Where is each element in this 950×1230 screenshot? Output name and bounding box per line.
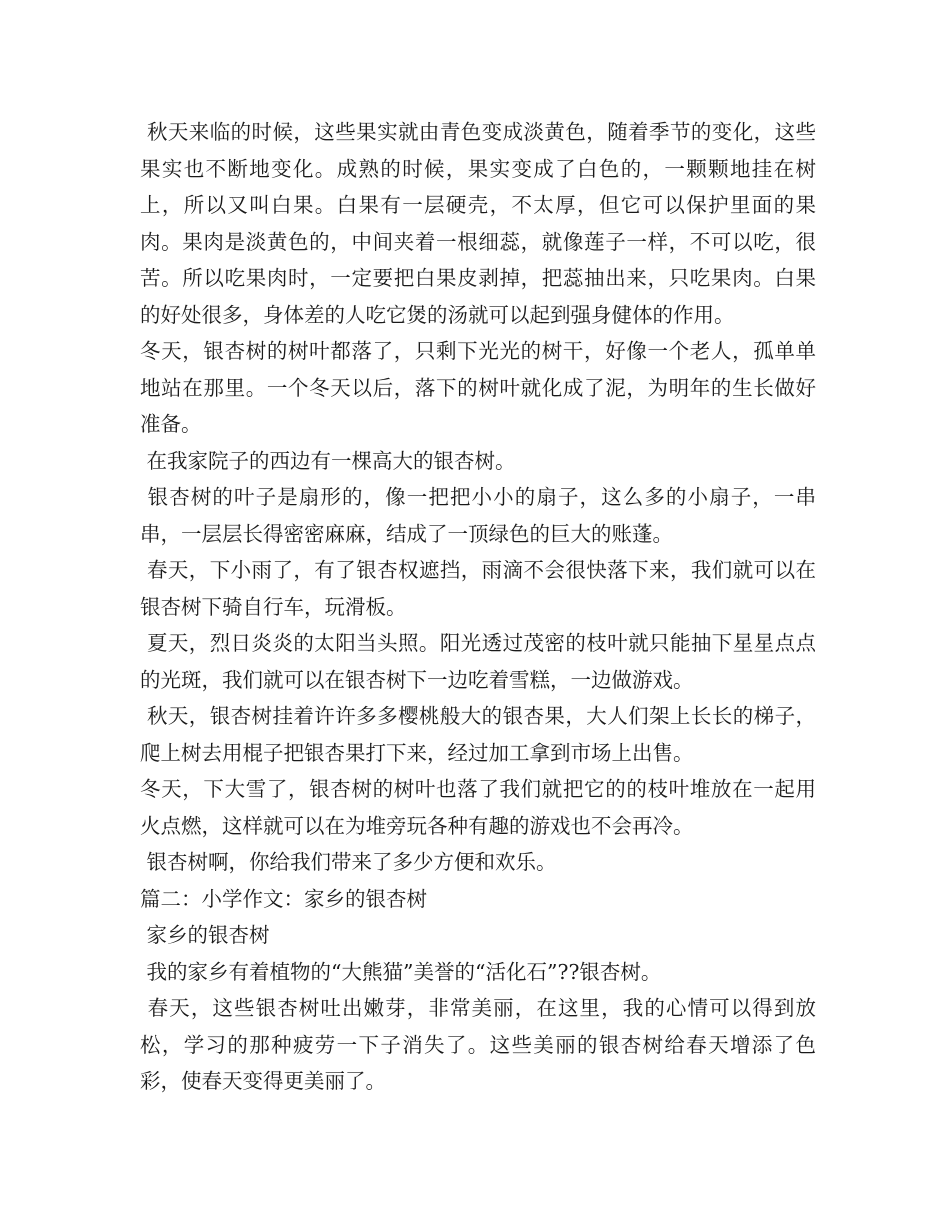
paragraph-winter-tree: 冬天，银杏树的树叶都落了，只剩下光光的树干，好像一个老人，孤单单地站在那里。一个冬天以后，落下的树叶就化成了泥，为明年的生长做好准备。 — [140, 339, 816, 436]
paragraph-autumn: 秋天，银杏树挂着许许多多樱桃般大的银杏果，大人们架上长长的梯子，爬上树去用棍子把银杏果打下来，经过加工拿到市场上出售。 — [140, 704, 816, 765]
paragraph-yard-tree: 在我家院子的西边有一棵高大的银杏树。 — [140, 448, 516, 473]
document-body — [140, 114, 816, 1100]
paragraph-autumn-fruit: 秋天来临的时候，这些果实就由青色变成淡黄色，随着季节的变化，这些果实也不断地变化。成熟的时候，果实变成了白色的，一颗颗地挂在树上，所以又叫白果。白果有一层硬壳，不太厚，但它可以保护里面的果肉。果肉是淡黄色的，中间夹着一根细蕊，就像莲子一样，不可以吃，很苦。所以吃果肉时，一定要把白果皮剥掉，把蕊抽出来，只吃果肉。白果的好处很多，身体差的人吃它煲的汤就可以起到强身健体的作用。 — [140, 120, 816, 327]
essay-title: 家乡的银杏树 — [140, 923, 270, 947]
paragraph-winter: 冬天，下大雪了，银杏树的树叶也落了我们就把它的的枝叶堆放在一起用火点燃，这样就可以在为堆旁玩各种有趣的游戏也不会再冷。 — [140, 777, 816, 838]
paragraph-summer: 夏天，烈日炎炎的太阳当头照。阳光透过茂密的枝叶就只能抽下星星点点的光斑，我们就可以在银杏树下一边吃着雪糕，一边做游戏。 — [140, 631, 816, 692]
paragraph-spring-hometown: 春天，这些银杏树吐出嫩芽，非常美丽，在这里，我的心情可以得到放松，学习的那种疲劳一下子消失了。这些美丽的银杏树给春天增添了色彩，使春天变得更美丽了。 — [140, 996, 816, 1093]
paragraph-spring: 春天，下小雨了，有了银杏权遮挡，雨滴不会很快落下来，我们就可以在银杏树下骑自行车，玩滑板。 — [140, 558, 816, 619]
paragraph-intro: 我的家乡有着植物的“大熊猫”美誉的“活化石”??银杏树。 — [140, 959, 662, 984]
section-heading: 篇二：小学作文：家乡的银杏树 — [140, 886, 427, 911]
paragraph-leaves: 银杏树的叶子是扇形的，像一把把小小的扇子，这么多的小扇子，一串串，一层层长得密密麻麻，结成了一顶绿色的巨大的账蓬。 — [140, 485, 816, 546]
paragraph-closing: 银杏树啊，你给我们带来了多少方便和欢乐。 — [140, 850, 557, 874]
